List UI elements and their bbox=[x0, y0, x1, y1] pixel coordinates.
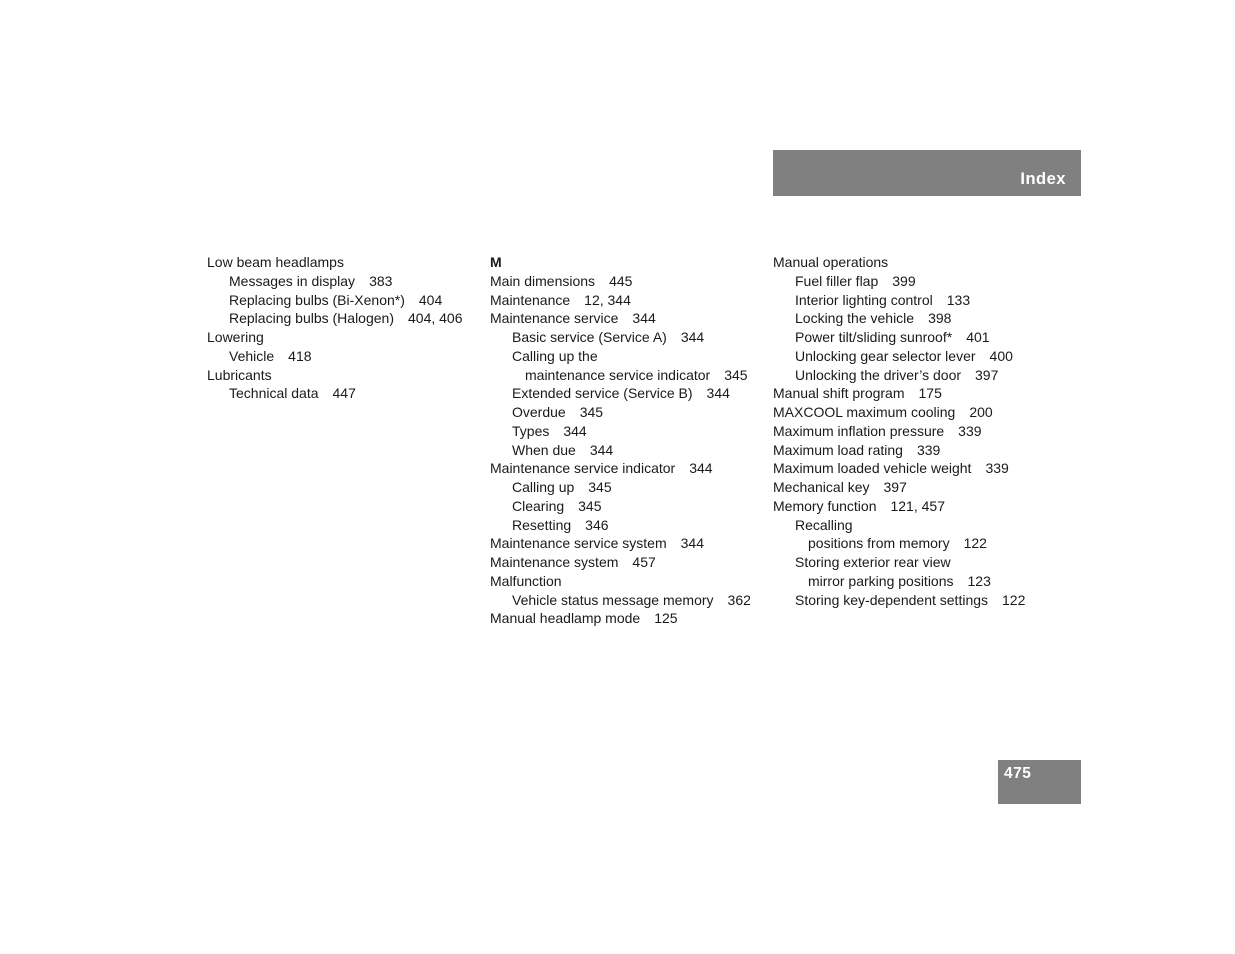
index-entry bbox=[207, 253, 463, 272]
index-entry bbox=[490, 422, 751, 441]
index-entry bbox=[490, 384, 751, 403]
index-entry bbox=[773, 572, 1025, 591]
page-number-tab bbox=[998, 760, 1081, 804]
index-term: Maximum inflation pressure bbox=[773, 422, 945, 439]
letter-heading bbox=[490, 253, 751, 272]
index-term: positions from memory bbox=[808, 535, 950, 552]
page-reference[interactable]: 133 bbox=[946, 291, 971, 308]
index-entry bbox=[490, 459, 751, 478]
index-term: mirror parking positions bbox=[808, 572, 954, 589]
page-reference[interactable]: 398 bbox=[928, 310, 952, 327]
index-term: Maximum load rating bbox=[773, 441, 903, 458]
section-tab bbox=[773, 150, 1081, 196]
index-term: Storing exterior rear view bbox=[795, 554, 951, 570]
page-reference[interactable]: 339 bbox=[958, 422, 982, 439]
index-term: Extended service (Service B) bbox=[512, 385, 693, 402]
page-reference[interactable]: 175 bbox=[918, 385, 942, 402]
index-term: Replacing bulbs (Halogen) bbox=[229, 310, 394, 327]
index-entry bbox=[773, 347, 1025, 366]
index-entry bbox=[207, 309, 463, 328]
page-reference[interactable]: 339 bbox=[985, 460, 1009, 477]
index-term: Unlocking the driver’s door bbox=[795, 366, 962, 383]
index-entry bbox=[490, 591, 751, 610]
index-term: Calling up the bbox=[512, 347, 598, 364]
index-term: Manual shift program bbox=[773, 385, 905, 402]
index-entry bbox=[773, 309, 1025, 328]
index-entry bbox=[773, 422, 1025, 441]
index-term: Malfunction bbox=[490, 572, 562, 589]
index-entry bbox=[207, 366, 463, 385]
index-term: Vehicle bbox=[229, 347, 275, 364]
index-term: Recalling bbox=[795, 516, 853, 533]
index-term: Mechanical key bbox=[773, 479, 870, 495]
index-entry bbox=[773, 384, 1025, 403]
page-reference[interactable]: 125 bbox=[654, 610, 678, 627]
page-reference[interactable]: 400 bbox=[989, 347, 1013, 364]
index-term: Memory function bbox=[773, 497, 877, 514]
index-term: Basic service (Service A) bbox=[512, 329, 667, 345]
index-entry bbox=[490, 291, 751, 310]
index-entry bbox=[490, 553, 751, 572]
index-entry bbox=[773, 534, 1025, 553]
index-term: Lubricants bbox=[207, 366, 272, 383]
index-entry bbox=[773, 459, 1025, 478]
index-term: Maintenance service system bbox=[490, 535, 667, 552]
index-entry bbox=[490, 516, 751, 535]
index-term: Replacing bulbs (Bi-Xenon*) bbox=[229, 291, 405, 308]
index-column-3 bbox=[773, 253, 1025, 609]
index-entry bbox=[773, 328, 1025, 347]
page-reference[interactable]: 345 bbox=[579, 404, 604, 420]
page-reference[interactable]: 399 bbox=[892, 272, 916, 289]
page-reference[interactable]: 122 bbox=[963, 535, 987, 552]
page-reference[interactable]: 344 bbox=[589, 441, 614, 458]
page-reference[interactable]: 397 bbox=[883, 479, 907, 495]
page-reference[interactable]: 344 bbox=[689, 460, 713, 477]
index-term: M bbox=[490, 254, 502, 270]
index-term: Manual operations bbox=[773, 254, 889, 270]
index-term: Types bbox=[512, 422, 550, 439]
index-entry bbox=[773, 403, 1025, 422]
index-column-2 bbox=[490, 253, 751, 628]
page-reference[interactable]: 404 bbox=[418, 291, 443, 308]
index-term: Low beam headlamps bbox=[207, 254, 344, 270]
index-term: Technical data bbox=[229, 385, 319, 402]
page-reference[interactable]: 447 bbox=[332, 385, 356, 402]
page-reference[interactable]: 344 bbox=[563, 422, 587, 439]
index-term: Locking the vehicle bbox=[795, 310, 915, 327]
page-number: 475 bbox=[1004, 765, 1032, 782]
index-entry bbox=[773, 591, 1025, 610]
index-term: maintenance service indicator bbox=[525, 366, 711, 383]
index-term: Overdue bbox=[512, 404, 566, 420]
index-term: Maintenance bbox=[490, 291, 571, 308]
index-term: Lowering bbox=[207, 329, 264, 345]
page-reference[interactable]: 122 bbox=[1002, 591, 1026, 608]
page-reference[interactable]: 344 bbox=[706, 385, 730, 402]
index-entry bbox=[773, 478, 1025, 497]
index-term: Interior lighting control bbox=[795, 291, 933, 308]
index-term: Power tilt/sliding sunroof* bbox=[795, 329, 953, 345]
index-entry bbox=[773, 497, 1025, 516]
page-reference[interactable]: 12, 344 bbox=[584, 291, 631, 308]
page-reference[interactable]: 344 bbox=[680, 535, 704, 552]
page-reference[interactable]: 339 bbox=[916, 441, 941, 458]
page-reference[interactable]: 345 bbox=[588, 479, 612, 495]
index-entry bbox=[490, 534, 751, 553]
index-entry bbox=[773, 516, 1025, 535]
index-entry bbox=[490, 441, 751, 460]
index-entry bbox=[207, 347, 463, 366]
index-term: Calling up bbox=[512, 479, 575, 495]
index-entry bbox=[773, 441, 1025, 460]
index-term: Main dimensions bbox=[490, 272, 596, 289]
page-reference[interactable]: 345 bbox=[578, 497, 602, 514]
index-entry bbox=[490, 478, 751, 497]
index-entry bbox=[490, 328, 751, 347]
index-term: When due bbox=[512, 441, 576, 458]
index-entry bbox=[490, 403, 751, 422]
index-term: Storing key-dependent settings bbox=[795, 591, 989, 608]
index-entry bbox=[773, 366, 1025, 385]
index-entry bbox=[773, 553, 1025, 572]
index-entry bbox=[207, 291, 463, 310]
index-entry bbox=[773, 272, 1025, 291]
page-reference[interactable]: 200 bbox=[969, 404, 993, 420]
index-term: Clearing bbox=[512, 497, 565, 514]
page-reference[interactable]: 401 bbox=[966, 329, 990, 345]
index-entry bbox=[490, 609, 751, 628]
index-term: Manual headlamp mode bbox=[490, 610, 641, 627]
index-entry bbox=[773, 291, 1025, 310]
index-term: Resetting bbox=[512, 516, 572, 533]
page-reference[interactable]: 383 bbox=[369, 272, 393, 289]
page-reference[interactable]: 397 bbox=[975, 366, 999, 383]
index-entry bbox=[207, 328, 463, 347]
page-reference[interactable]: 344 bbox=[632, 310, 656, 327]
page-reference[interactable]: 344 bbox=[680, 329, 705, 345]
page-reference[interactable]: 404, 406 bbox=[408, 310, 463, 327]
index-term: Fuel filler flap bbox=[795, 272, 879, 289]
page-reference[interactable]: 346 bbox=[585, 516, 609, 533]
index-entry bbox=[490, 366, 751, 385]
index-entry bbox=[207, 272, 463, 291]
index-term: MAXCOOL maximum cooling bbox=[773, 404, 956, 420]
section-title: Index bbox=[1020, 170, 1066, 188]
index-term: Maintenance service indicator bbox=[490, 460, 676, 477]
index-term: Maintenance system bbox=[490, 554, 619, 570]
index-term: Maximum loaded vehicle weight bbox=[773, 460, 972, 477]
index-term: Unlocking gear selector lever bbox=[795, 347, 976, 364]
index-entry bbox=[207, 384, 463, 403]
index-entry bbox=[773, 253, 1025, 272]
index-entry bbox=[490, 497, 751, 516]
page-reference[interactable]: 345 bbox=[724, 366, 748, 383]
index-term: Messages in display bbox=[229, 272, 356, 289]
page-reference[interactable]: 121, 457 bbox=[890, 497, 945, 514]
index-column-1 bbox=[207, 253, 463, 403]
index-entry bbox=[490, 347, 751, 366]
index-entry bbox=[490, 309, 751, 328]
page-reference[interactable]: 445 bbox=[609, 272, 633, 289]
page-reference[interactable]: 362 bbox=[727, 591, 751, 608]
page-reference[interactable]: 457 bbox=[632, 554, 656, 570]
index-entry bbox=[490, 272, 751, 291]
page-reference[interactable]: 123 bbox=[967, 572, 991, 589]
index-entry bbox=[490, 572, 751, 591]
index-term: Vehicle status message memory bbox=[512, 591, 714, 608]
index-term: Maintenance service bbox=[490, 310, 619, 327]
page-reference[interactable]: 418 bbox=[288, 347, 312, 364]
